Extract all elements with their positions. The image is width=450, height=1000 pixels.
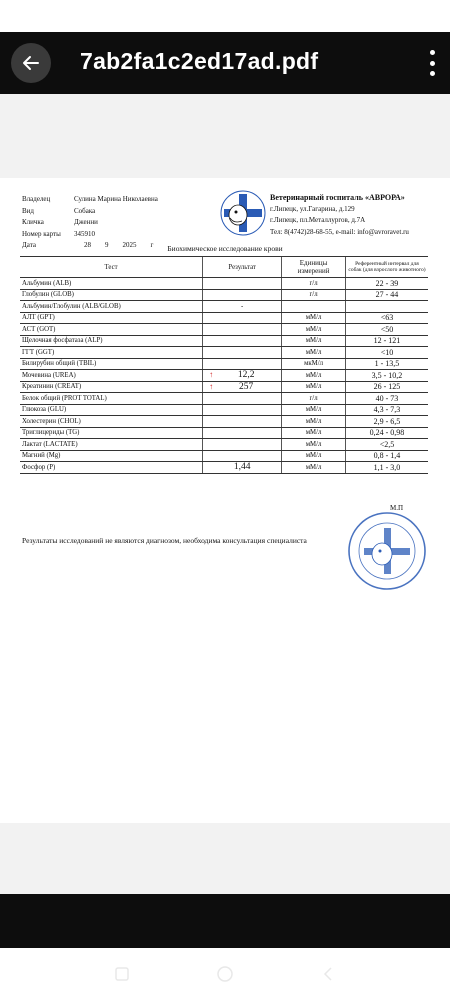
result-cell: [203, 462, 282, 474]
reference-cell: 27 - 44: [345, 289, 428, 301]
reference-cell: <63: [345, 312, 428, 324]
reference-cell: <2,5: [345, 439, 428, 451]
pdf-viewer[interactable]: [0, 94, 450, 894]
table-row: [20, 393, 428, 405]
reference-cell: 12 - 121: [345, 335, 428, 347]
test-name-cell: [20, 347, 203, 359]
result-cell: [203, 278, 282, 290]
species-value: Собака: [74, 206, 96, 215]
test-name: АСТ (GOT): [22, 325, 56, 333]
table-row: [20, 324, 428, 336]
test-name-cell: [20, 324, 203, 336]
result-cell: [203, 335, 282, 347]
arrow-left-icon: [22, 54, 40, 72]
owner-label: Владелец: [22, 195, 51, 203]
unit-cell: мМ/л: [282, 439, 346, 451]
unit-cell: мМ/л: [282, 416, 346, 428]
clinic-contacts: Тел: 8(4742)28-68-55, e-mail: info@avroravet.ru: [270, 227, 409, 236]
pet-name-label: Кличка: [22, 218, 44, 226]
result-value: -: [241, 302, 244, 310]
unit-cell: г/л: [282, 289, 346, 301]
file-title: 7ab2fa1c2ed17ad.pdf: [80, 48, 319, 74]
reference-cell: 2,9 - 6,5: [345, 416, 428, 428]
test-name: Альбумин (ALB): [22, 279, 72, 287]
test-name: Холестерин (CHOL): [22, 417, 81, 425]
test-name-cell: [20, 312, 203, 324]
unit-cell: г/л: [282, 278, 346, 290]
result-cell: [203, 427, 282, 439]
table-row: [20, 335, 428, 347]
back-nav-icon[interactable]: [318, 964, 338, 984]
table-row: [20, 278, 428, 290]
pet-name-value: Дженни: [74, 218, 98, 226]
reference-cell: 1 - 13,5: [345, 358, 428, 370]
test-name-cell: [20, 301, 203, 313]
unit-cell: мМ/л: [282, 370, 346, 382]
unit-cell: [282, 301, 346, 313]
reference-cell: <10: [345, 347, 428, 359]
test-name-cell: [20, 370, 203, 382]
date-label: Дата: [22, 241, 36, 249]
clinic-stamp: [346, 510, 428, 592]
header-result: Результат: [203, 257, 282, 278]
result-cell: [203, 439, 282, 451]
result-value: 257: [239, 381, 254, 392]
unit-cell: мМ/л: [282, 335, 346, 347]
reference-cell: 1,1 - 3,0: [345, 462, 428, 474]
table-row: [20, 427, 428, 439]
unit-cell: мкМ/л: [282, 358, 346, 370]
result-cell: [203, 324, 282, 336]
reference-cell: 0,8 - 1,4: [345, 450, 428, 462]
result-value: 1,44: [233, 462, 251, 473]
table-row: [20, 439, 428, 451]
table-row: [20, 301, 428, 313]
document-title: Биохимическое исследование крови: [167, 244, 283, 253]
seal-place-label: М.П: [390, 504, 404, 512]
result-cell: [203, 393, 282, 405]
system-navigation-bar: [0, 948, 450, 1000]
disclaimer-text: Результаты исследований не являются диагнозом, необходима консультация специалиста: [22, 536, 307, 545]
test-name-cell: [20, 439, 203, 451]
high-flag-icon: ↑: [209, 370, 214, 380]
test-name: Мочевина (UREA): [22, 371, 76, 379]
reference-cell: 4,3 - 7,3: [345, 404, 428, 416]
test-name: АЛТ (GPT): [22, 314, 55, 322]
header-test: Тест: [20, 257, 203, 278]
table-row: [20, 450, 428, 462]
test-name-cell: [20, 462, 203, 474]
app-bar: [0, 32, 450, 94]
pdf-page: [0, 178, 450, 823]
date-value: 28 9 2025 г: [84, 241, 154, 249]
unit-cell: г/л: [282, 393, 346, 405]
reference-cell: 40 - 73: [345, 393, 428, 405]
test-name: Триглицериды (TG): [22, 429, 80, 437]
clinic-address-2: г.Липецк, пл.Металлургов, д.7А: [270, 216, 366, 224]
table-row: [20, 370, 428, 382]
table-row: [20, 462, 428, 474]
owner-info: [22, 194, 184, 252]
test-name-cell: [20, 450, 203, 462]
test-name: Лактат (LACTATE): [22, 440, 78, 448]
test-name-cell: [20, 393, 203, 405]
result-cell: [203, 289, 282, 301]
result-cell: [203, 301, 282, 313]
reference-cell: [345, 301, 428, 313]
status-bar: [0, 0, 450, 32]
unit-cell: мМ/л: [282, 427, 346, 439]
test-name: Магний (Mg): [22, 452, 61, 460]
reference-cell: 3,5 - 10,2: [345, 370, 428, 382]
table-row: [20, 289, 428, 301]
test-name-cell: [20, 404, 203, 416]
result-cell: [203, 381, 282, 393]
reference-cell: 22 - 39: [345, 278, 428, 290]
reference-cell: <50: [345, 324, 428, 336]
header-units: Единицы измерений: [282, 257, 346, 278]
result-cell: [203, 370, 282, 382]
header-reference: Референтный интервал для собак (для взрослого животного): [345, 257, 428, 278]
card-label: Номер карты: [22, 229, 61, 238]
test-name: Глобулин (GLOB): [22, 291, 74, 299]
clinic-logo: [218, 188, 268, 238]
clinic-name: Ветеринарный госпиталь «АВРОРА»: [270, 193, 405, 202]
test-name: Белок общий (PROT TOTAL): [22, 394, 107, 402]
test-name: Щелочная фосфатаза (ALP): [22, 337, 103, 345]
result-cell: [203, 358, 282, 370]
recent-apps-icon[interactable]: [112, 964, 132, 984]
more-vertical-icon: [430, 50, 435, 55]
test-name-cell: [20, 381, 203, 393]
test-name-cell: [20, 427, 203, 439]
table-row: [20, 312, 428, 324]
table-row: [20, 358, 428, 370]
test-name-cell: [20, 335, 203, 347]
unit-cell: мМ/л: [282, 324, 346, 336]
reference-cell: 0,24 - 0,98: [345, 427, 428, 439]
result-value: 12,2: [237, 370, 255, 381]
result-cell: [203, 450, 282, 462]
table-header-row: [20, 257, 428, 278]
high-flag-icon: ↑: [209, 381, 214, 391]
results-table: [20, 256, 428, 474]
clinic-address-1: г.Липецк, ул.Гагарина, д.129: [270, 204, 355, 213]
test-name-cell: [20, 278, 203, 290]
result-cell: [203, 347, 282, 359]
table-row: [20, 381, 428, 393]
bottom-toolbar: [0, 894, 450, 948]
unit-cell: мМ/л: [282, 450, 346, 462]
unit-cell: мМ/л: [282, 462, 346, 474]
unit-cell: мМ/л: [282, 404, 346, 416]
table-row: [20, 416, 428, 428]
species-label: Вид: [22, 206, 34, 215]
test-name-cell: [20, 416, 203, 428]
test-name: Альбумин/Глобулин (ALB/GLOB): [22, 302, 121, 310]
table-row: [20, 404, 428, 416]
unit-cell: мМ/л: [282, 312, 346, 324]
owner-value: Сулина Марина Николаевна: [74, 195, 158, 203]
test-name: ГГТ (GGT): [22, 348, 55, 356]
back-button[interactable]: [11, 43, 51, 83]
home-icon[interactable]: [215, 964, 235, 984]
test-name: Фосфор (P): [22, 463, 56, 471]
reference-cell: 26 - 125: [345, 381, 428, 393]
table-row: [20, 347, 428, 359]
unit-cell: мМ/л: [282, 347, 346, 359]
card-value: 345910: [74, 229, 95, 238]
result-cell: [203, 416, 282, 428]
test-name-cell: [20, 358, 203, 370]
test-name: Билирубин общий (TBIL): [22, 360, 97, 368]
result-cell: [203, 312, 282, 324]
test-name: Глюкоза (GLU): [22, 406, 67, 414]
clinic-info: [270, 192, 409, 238]
result-cell: [203, 404, 282, 416]
more-options-button[interactable]: [426, 50, 438, 76]
test-name: Креатинин (CREAT): [22, 383, 82, 391]
test-name-cell: [20, 289, 203, 301]
unit-cell: мМ/л: [282, 381, 346, 393]
